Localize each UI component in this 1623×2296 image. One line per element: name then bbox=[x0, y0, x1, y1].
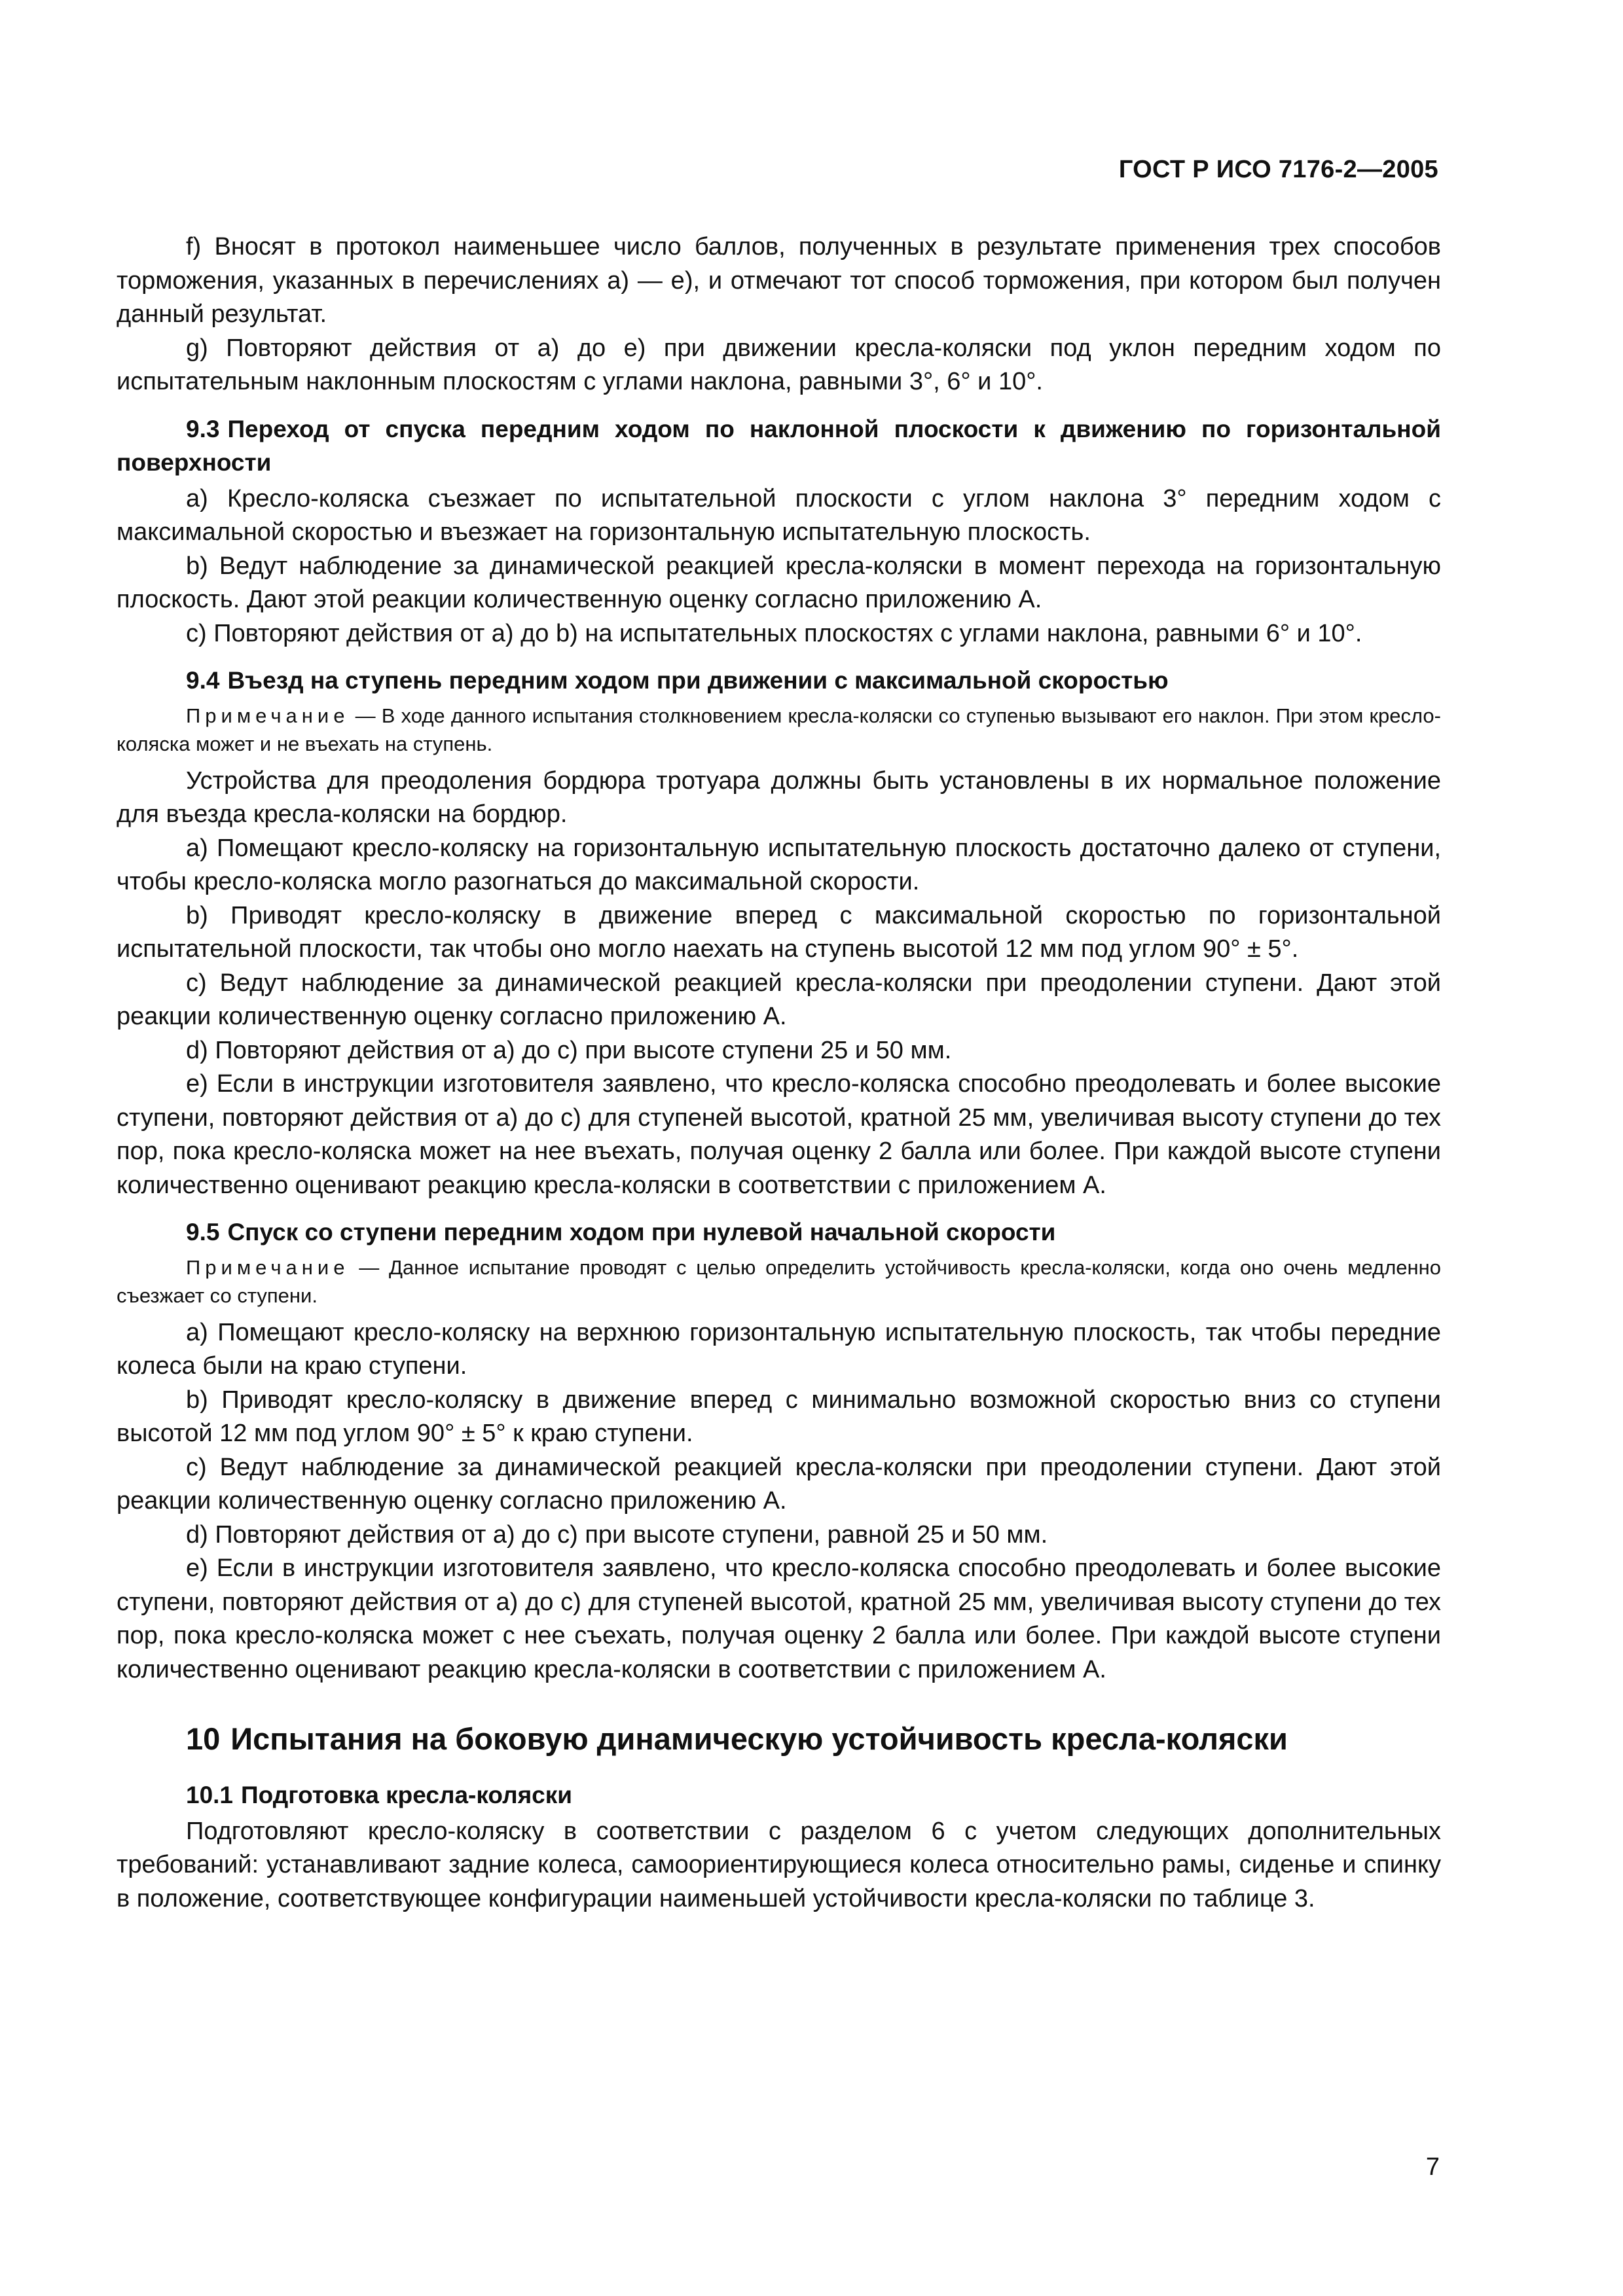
note-text: — Данное испытание проводят с целью определить устойчивость кресла-коляски, когда оно очень медленно съезжает со ступени. bbox=[117, 1255, 1441, 1307]
heading-number: 9.3 bbox=[186, 415, 220, 442]
paragraph: с) Повторяют действия от а) до b) на испытательных плоскостях с углами наклона, равными 6° и 10°. bbox=[186, 619, 1362, 647]
paragraph: g) Повторяют действия от а) до е) при движении кресла-коляски под уклон передним ходом по испытательным наклонным плоскостям с углами наклона, равными 3°, 6° и 10°. bbox=[117, 334, 1441, 395]
paragraph: b) Ведут наблюдение за динамической реакцией кресла-коляски в момент перехода на горизонтальную плоскость. Дают этой реакции количественную оценку согласно приложению А. bbox=[117, 552, 1441, 613]
paragraph: Подготовляют кресло-коляску в соответствии с разделом 6 с учетом следующих дополнительных требований: устанавливают задние колеса, самоориентирующиеся колеса относительно рамы, сиденье и спинку в положение, соответствующее конфигурации наименьшей устойчивости кресла-коляски по таблице 3. bbox=[117, 1817, 1441, 1912]
heading-title: Въезд на ступень передним ходом при движении с максимальной скоростью bbox=[227, 667, 1169, 694]
paragraph: а) Помещают кресло-коляску на горизонтальную испытательную плоскость достаточно далеко от ступени, чтобы кресло-коляска могло разогнаться до максимальной скорости. bbox=[117, 834, 1441, 895]
heading-title: Подготовка кресла-коляски bbox=[241, 1782, 573, 1808]
heading-title: Испытания на боковую динамическую устойчивость кресла-коляски bbox=[230, 1721, 1288, 1756]
paragraph: Устройства для преодоления бордюра тротуара должны быть установлены в их нормальное положение для въезда кресла-коляски на бордюр. bbox=[117, 766, 1441, 828]
section-heading bbox=[117, 1719, 1441, 1759]
paragraph: b) Приводят кресло-коляску в движение вперед с максимальной скоростью по горизонтальной испытательной плоскости, так чтобы оно могло наехать на ступень высотой 12 мм под углом 90° ± 5°. bbox=[117, 901, 1441, 963]
paragraph: с) Ведут наблюдение за динамической реакцией кресла-коляски при преодолении ступени. Дают этой реакции количественную оценку согласно приложению А. bbox=[117, 969, 1441, 1030]
paragraph: е) Если в инструкции изготовителя заявлено, что кресло-коляска способно преодолевать и более высокие ступени, повторяют действия от а) до с) для ступеней высотой, кратной 25 мм, увеличивая высоту ступени до тех пор, пока кресло-коляска может на нее въехать, получая оценку 2 балла или более. При каждой высоте ступени количественно оценивают реакцию кресла-коляски в соответствии с приложением А. bbox=[117, 1070, 1441, 1199]
heading-title: Спуск со ступени передним ходом при нулевой начальной скорости bbox=[227, 1219, 1056, 1246]
paragraph: f) Вносят в протокол наименьшее число баллов, полученных в результате применения трех способов торможения, указанных в перечислениях а) — е), и отмечают тот способ торможения, при котором был получен данный результат. bbox=[117, 233, 1441, 328]
paragraph: а) Помещают кресло-коляску на верхнюю горизонтальную испытательную плоскость, так чтобы передние колеса были на краю ступени. bbox=[117, 1318, 1441, 1380]
subsection-heading bbox=[117, 1778, 1441, 1812]
paragraph: b) Приводят кресло-коляску в движение вперед с минимально возможной скоростью вниз со ступени высотой 12 мм под углом 90° ± 5° к краю ступени. bbox=[117, 1386, 1441, 1447]
page-number: 7 bbox=[1425, 2153, 1440, 2181]
heading-number: 10 bbox=[186, 1721, 221, 1756]
note-label: Примечание bbox=[186, 704, 350, 727]
note-text: — В ходе данного испытания столкновением кресла-коляски со ступенью вызывают его наклон. При этом кресло-коляска может и не въехать на ступень. bbox=[117, 704, 1441, 755]
heading-number: 10.1 bbox=[186, 1782, 234, 1808]
paragraph: d) Повторяют действия от а) до с) при высоте ступени 25 и 50 мм. bbox=[186, 1036, 952, 1064]
paragraph: а) Кресло-коляска съезжает по испытательной плоскости с углом наклона 3° передним ходом с максимальной скоростью и въезжает на горизонтальную испытательную плоскость. bbox=[117, 484, 1441, 546]
subsection-heading bbox=[117, 664, 1441, 698]
note bbox=[117, 702, 1441, 758]
subsection-heading bbox=[117, 412, 1441, 480]
note bbox=[117, 1253, 1441, 1310]
heading-number: 9.4 bbox=[186, 667, 220, 694]
heading-title: Переход от спуска передним ходом по наклонной плоскости к движению по горизонтальной поверхности bbox=[117, 415, 1441, 476]
heading-number: 9.5 bbox=[186, 1219, 220, 1246]
standard-designation: ГОСТ Р ИСО 7176-2—2005 bbox=[1118, 156, 1438, 183]
subsection-heading bbox=[117, 1215, 1441, 1249]
note-label: Примечание bbox=[186, 1255, 350, 1279]
paragraph: с) Ведут наблюдение за динамической реакцией кресла-коляски при преодолении ступени. Дают этой реакции количественную оценку согласно приложению А. bbox=[117, 1453, 1441, 1515]
document-body bbox=[117, 230, 1441, 1916]
paragraph: d) Повторяют действия от а) до с) при высоте ступени, равной 25 и 50 мм. bbox=[186, 1520, 1048, 1549]
paragraph: е) Если в инструкции изготовителя заявлено, что кресло-коляска способно преодолевать и более высокие ступени, повторяют действия от а) до с) для ступеней высотой, кратной 25 мм, увеличивая высоту ступени до тех пор, пока кресло-коляска может с нее съехать, получая оценку 2 балла или более. При каждой высоте ступени количественно оценивают реакцию кресла-коляски в соответствии с приложением А. bbox=[117, 1554, 1441, 1683]
